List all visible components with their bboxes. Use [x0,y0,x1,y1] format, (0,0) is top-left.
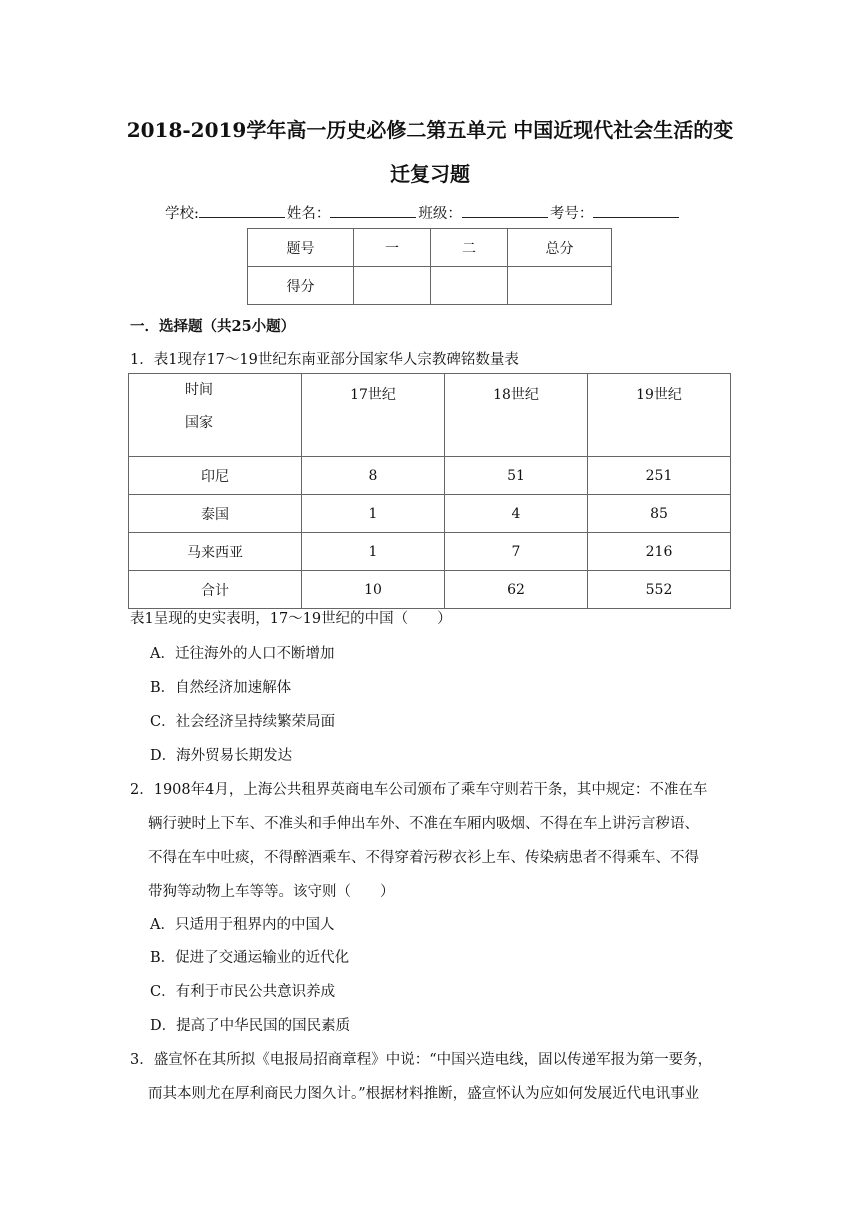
table-header-row [129,374,731,457]
q2-option-a[interactable]: A．只适用于租界内的中国人 [150,917,335,933]
q3-stem-line: 3．盛宣怀在其所拟《电报局招商章程》中说：“中国兴造电线，固以传递军报为第一要务， [130,1052,713,1068]
class-blank[interactable] [462,203,548,218]
q1-stem: 1．表1现存17～19世纪东南亚部分国家华人宗教碑铭数量表 [130,352,519,368]
document-title-line2: 迁复习题 [390,162,470,186]
q2-stem-line: 不得在车中吐痰，不得醉酒乘车、不得穿着污秽衣衫上车、传染病患者不得乘车、不得 [148,850,699,866]
score-table-header-row [248,229,612,267]
score-cell [354,267,431,305]
exam-no-label: 考号： [549,206,594,222]
student-info-row [165,202,681,223]
q1-data-table [128,373,731,609]
table-cell: 251 [588,457,731,495]
table-cell: 552 [588,571,731,609]
table-cell: 51 [445,457,588,495]
name-blank[interactable] [330,203,416,218]
table-row [129,571,731,609]
q1-question: 表1呈现的史实表明，17～19世纪的中国（ ） [130,611,452,627]
table-cell: 1 [302,533,445,571]
column-header: 18世纪 [445,374,588,457]
table-cell: 216 [588,533,731,571]
q2-option-c[interactable]: C．有利于市民公共意识养成 [150,984,336,1000]
column-header: 17世纪 [302,374,445,457]
row-label: 马来西亚 [129,533,302,571]
score-header-cell: 一 [354,229,431,267]
column-header: 19世纪 [588,374,731,457]
score-table-score-row [248,267,612,305]
corner-top-label: 时间 [185,382,213,398]
q2-option-b[interactable]: B．促进了交通运输业的近代化 [150,950,350,966]
q2-stem-line: 2．1908年4月，上海公共租界英商电车公司颁布了乘车守则若干条，其中规定：不准在车 [130,782,708,798]
q3-stem-line: 而其本则尤在厚利商民力图久计。”根据材料推断，盛宣怀认为应如何发展近代电讯事业 [148,1086,700,1102]
corner-bottom-label: 国家 [185,415,213,431]
q1-option-d[interactable]: D．海外贸易长期发达 [150,748,293,764]
table-cell: 8 [302,457,445,495]
document-title-line1: 2018-2019学年高一历史必修二第五单元 中国近现代社会生活的变 [126,118,734,142]
q2-stem-line: 带狗等动物上车等等。该守则（ ） [148,884,395,900]
table-cell: 62 [445,571,588,609]
table-cell: 1 [302,495,445,533]
score-header-cell: 题号 [248,229,354,267]
row-label: 印尼 [129,457,302,495]
q1-option-b[interactable]: B．自然经济加速解体 [150,680,292,696]
school-blank[interactable] [199,203,285,218]
row-label: 合计 [129,571,302,609]
table-cell: 4 [445,495,588,533]
score-header-cell: 总分 [508,229,612,267]
q2-option-d[interactable]: D．提高了中华民国的国民素质 [150,1018,351,1034]
table-row [129,457,731,495]
table-cell: 7 [445,533,588,571]
row-label: 泰国 [129,495,302,533]
section-title: 一．选择题（共25小题） [130,318,296,335]
class-label: 班级： [418,206,462,222]
score-cell [431,267,508,305]
q2-stem-line: 辆行驶时上下车、不准头和手伸出车外、不准在车厢内吸烟、不得在车上讲污言秽语、 [148,816,699,832]
q1-option-a[interactable]: A．迁往海外的人口不断增加 [150,646,335,662]
school-label: 学校: [165,206,199,222]
name-label: 姓名： [286,206,331,222]
score-table [247,228,612,305]
score-row-label: 得分 [248,267,354,305]
table-row [129,533,731,571]
q1-option-c[interactable]: C．社会经济呈持续繁荣局面 [150,714,336,730]
corner-cell [129,374,302,457]
table-cell: 10 [302,571,445,609]
table-row [129,495,731,533]
score-cell [508,267,612,305]
exam-no-blank[interactable] [593,203,679,218]
table-cell: 85 [588,495,731,533]
score-header-cell: 二 [431,229,508,267]
